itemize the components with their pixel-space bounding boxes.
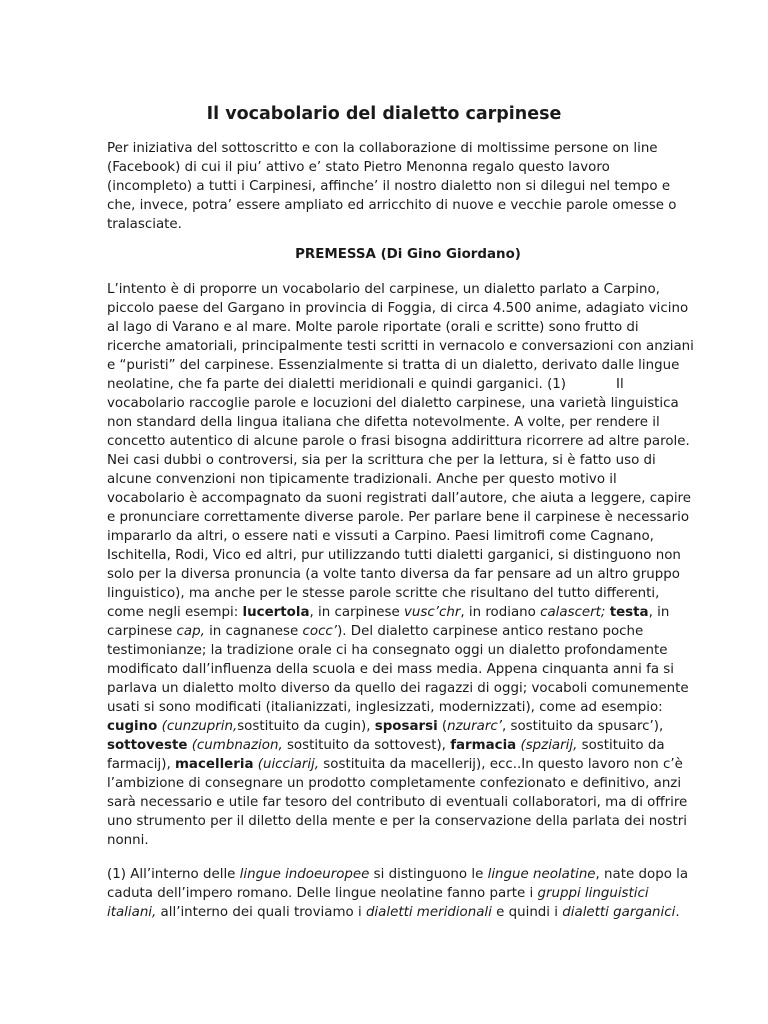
- premessa-heading: PREMESSA (Di Gino Giordano): [295, 247, 521, 262]
- body-text: come negli esempi:: [107, 605, 243, 620]
- body-text: all’interno dei quali troviamo i: [156, 905, 366, 920]
- footnote: [107, 865, 717, 922]
- italic-term: lingue neolatine: [487, 867, 596, 882]
- body-line: sarà necessario e utile far tesoro del contributo di eventuali collaboratori, ma di offrire: [107, 795, 688, 810]
- body-text: sostituito da: [577, 738, 665, 753]
- body-text: .: [675, 905, 680, 920]
- body-line: linguistico), ma anche per le stesse parole scritte che risultano del tutto differenti,: [107, 586, 660, 601]
- bold-term: testa: [609, 605, 649, 620]
- footnote-line: [107, 903, 717, 922]
- body-line: L’intento è di proporre un vocabolario del carpinese, un dialetto parlato a Carpino,: [107, 282, 660, 297]
- footnote-line: [107, 865, 717, 884]
- body-text: sostituito da cugin),: [237, 719, 375, 734]
- body-text: e quindi i: [491, 905, 563, 920]
- body-text: , in: [648, 605, 670, 620]
- body-line: piccolo paese del Gargano in provincia di Foggia, di circa 4.500 anime, adagiato vicino: [107, 301, 689, 316]
- dialect-word: cap,: [176, 624, 205, 639]
- body-text: farmacij),: [107, 757, 175, 772]
- body-line: ricerche amatoriali, principalmente testi scritti in vernacolo e conversazioni con anziani: [107, 339, 694, 354]
- italic-term: lingue indoeuropee: [239, 867, 370, 882]
- bold-term: sposarsi: [374, 719, 438, 734]
- body-line: nonni.: [107, 833, 149, 848]
- body-line: [107, 603, 717, 622]
- body-text: (1) All’interno delle: [107, 867, 240, 882]
- body-line: non standard della lingua italiana che difetta notevolmente. A volte, per rendere il: [107, 415, 660, 430]
- intro-paragraph: [107, 139, 717, 234]
- body-line: [107, 755, 717, 774]
- body-line: concetto autentico di alcune parole o frasi bisogna addirittura ricorrere ad altre parole.: [107, 434, 690, 449]
- document-title: Il vocabolario del dialetto carpinese: [206, 104, 562, 124]
- intro-line: (Facebook) di cui il piu’ attivo e’ stato Pietro Menonna regalo questo lavoro: [107, 160, 610, 175]
- body-line: usati si sono modificati (italianizzati, inglesizzati, modernizzati), come ad esempio:: [107, 700, 663, 715]
- body-text: (: [437, 719, 448, 734]
- body-line: [107, 736, 717, 755]
- dialect-word: cocc’: [302, 624, 338, 639]
- body-line: Ischitella, Rodi, Vico ed altri, pur utilizzando tutti dialetti garganici, si distinguono non: [107, 548, 681, 563]
- body-text: Il: [616, 377, 624, 392]
- body-text: ). Del dialetto carpinese antico restano poche: [337, 624, 644, 639]
- body-text: neolatine, che fa parte dei dialetti meridionali e quindi garganici. (1): [107, 377, 567, 392]
- body-line: modificato dall’influenza della scuola e dei mass media. Appena cinquanta anni fa si: [107, 662, 674, 677]
- intro-line: Per iniziativa del sottoscritto e con la collaborazione di moltissime persone on line: [107, 141, 658, 156]
- bold-term: cugino: [107, 719, 158, 734]
- dialect-word: (cunzuprin,: [161, 719, 238, 734]
- dialect-word: (spziarij,: [520, 738, 578, 753]
- body-line: uno strumento per il diletto della mente e per la conservazione della parlata dei nostri: [107, 814, 687, 829]
- body-line: impararlo da altri, o essere nati e vissuti a Carpino. Paesi limitrofi come Cagnano,: [107, 529, 654, 544]
- body-line: e “puristi” del carpinese. Essenzialmente si tratta di un dialetto, derivato dalle lingue: [107, 358, 680, 373]
- dialect-word: vusc’chr: [403, 605, 461, 620]
- body-line: al lago di Varano e al mare. Molte parole riportate (orali e scritte) sono frutto di: [107, 320, 639, 335]
- body-line: alcune convenzioni non tipicamente tradizionali. Anche per questo motivo il: [107, 472, 617, 487]
- italic-term: italiani,: [107, 905, 157, 920]
- intro-line: che, invece, potra’ essere ampliato ed arricchito di nuove e vecchie parole omesse o: [107, 198, 677, 213]
- italic-term: gruppi linguistici: [537, 886, 649, 901]
- body-line: l’ambizione di consegnare un prodotto completamente confezionato e definitivo, anzi: [107, 776, 682, 791]
- dialect-word: calascert;: [540, 605, 606, 620]
- premessa-paragraph: [107, 280, 717, 850]
- body-text: , sostituito da spusarc’),: [502, 719, 664, 734]
- body-line: testimonianze; la tradizione orale ci ha consegnato oggi un dialetto profondamente: [107, 643, 668, 658]
- body-text: in cagnanese: [204, 624, 303, 639]
- body-text: carpinese: [107, 624, 177, 639]
- italic-term: dialetti garganici: [562, 905, 676, 920]
- body-text: , nate dopo la: [595, 867, 689, 882]
- body-line: [107, 375, 717, 394]
- body-line: [107, 717, 717, 736]
- body-text: , in rodiano: [460, 605, 541, 620]
- body-line: parlava un dialetto molto diverso da quello dei ragazzi di oggi; vocaboli comunemente: [107, 681, 689, 696]
- body-line: [107, 622, 717, 641]
- bold-term: lucertola: [242, 605, 310, 620]
- footnote-line: [107, 884, 717, 903]
- body-line: Nei casi dubbi o controversi, sia per la scrittura che per la lettura, si è fatto uso di: [107, 453, 656, 468]
- body-text: caduta dell’impero romano. Delle lingue neolatine fanno parte i: [107, 886, 538, 901]
- bold-term: farmacia: [450, 738, 517, 753]
- bold-term: sottoveste: [107, 738, 188, 753]
- body-text: sostituita da macellerij), ecc..In questo lavoro non c’è: [319, 757, 683, 772]
- body-text: si distinguono le: [369, 867, 488, 882]
- italic-term: dialetti meridionali: [365, 905, 492, 920]
- intro-line: (incompleto) a tutti i Carpinesi, affinche’ il nostro dialetto non si dilegui nel tempo e: [107, 179, 671, 194]
- bold-term: macelleria: [174, 757, 254, 772]
- body-line: e pronunciare correttamente diverse parole. Per parlare bene il carpinese è necessario: [107, 510, 690, 525]
- body-line: vocabolario raccoglie parole e locuzioni del dialetto carpinese, una varietà linguistica: [107, 396, 679, 411]
- dialect-word: (uicciarij,: [257, 757, 320, 772]
- body-line: solo per la diversa pronuncia (a volte tanto diversa da far pensare ad un altro gruppo: [107, 567, 680, 582]
- body-text: sostituito da sottovest),: [282, 738, 451, 753]
- body-text: , in carpinese: [309, 605, 404, 620]
- intro-line: tralasciate.: [107, 217, 182, 232]
- dialect-word: nzurarc’: [447, 719, 502, 734]
- body-line: vocabolario è accompagnato da suoni registrati dall’autore, che aiuta a leggere, capire: [107, 491, 691, 506]
- dialect-word: (cumbnazion,: [191, 738, 283, 753]
